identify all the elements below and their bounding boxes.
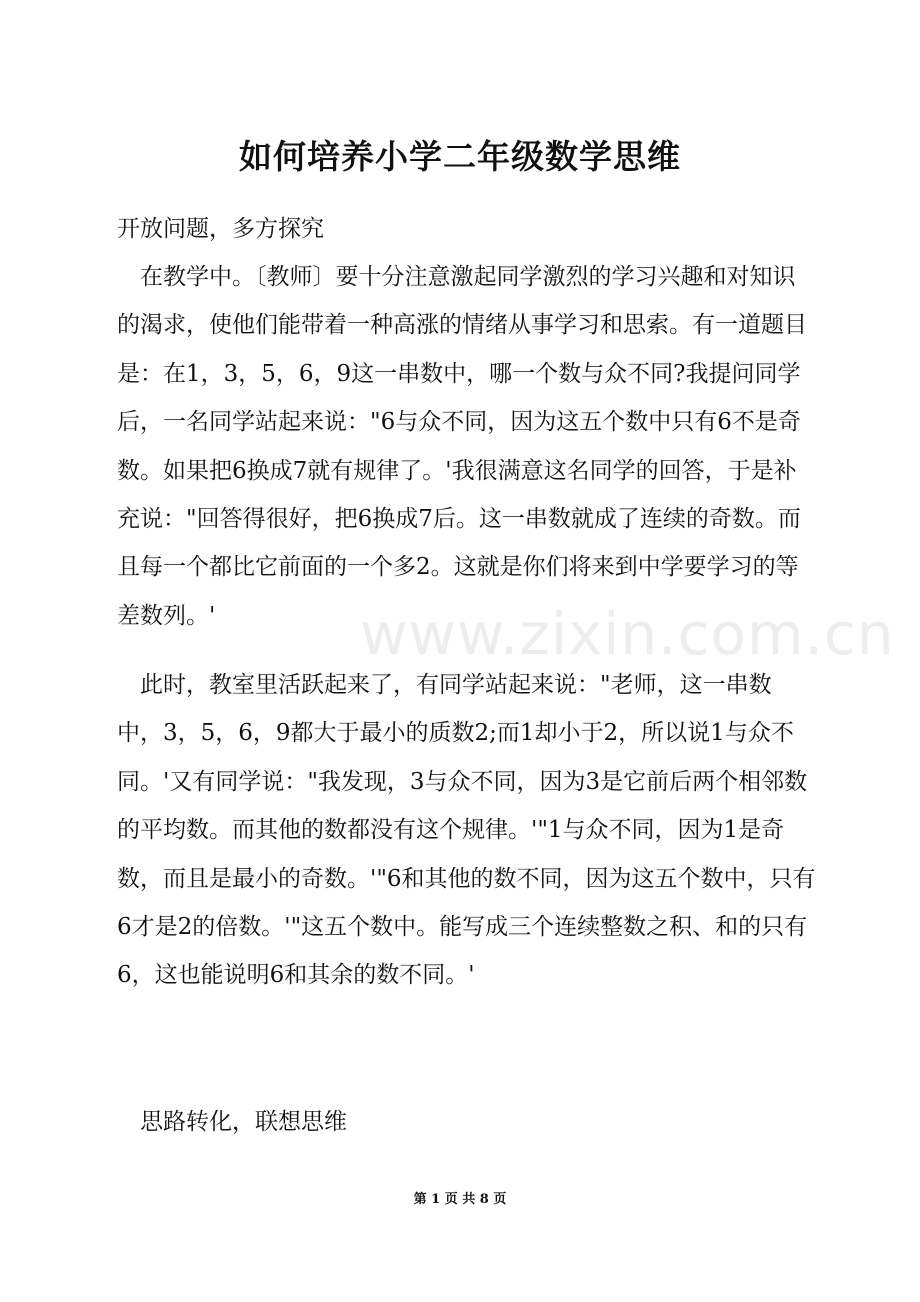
section-heading-1: 开放问题，多方探究 bbox=[117, 216, 324, 242]
paragraph-2: 此时，教室里活跃起来了，有同学站起来说："老师，这一串数中，3，5，6，9都大于最小的质数2;而1却小于2，所以说1与众不同。'又有同学说："我发现，3与众不同，因为3是它前后两个相邻数的平均数。而其他的数都没有这个规律。'"1与众不同，因为1是奇数，而且是最小的奇数。'"6和其他的数不同，因为这五个数中，只有6才是2的倍数。'"这五个数中。能写成三个连续整数之积、和的只有6，这也能说明6和其余的数不同。' bbox=[117, 672, 816, 989]
watermark: www.zixin.com.cn bbox=[360, 600, 895, 668]
section-heading-2: 思路转化，联想思维 bbox=[140, 1109, 347, 1135]
document-title: 如何培养小学二年级数学思维 bbox=[239, 137, 681, 176]
paragraph-1: 在教学中。〔教师〕要十分注意激起同学激烈的学习兴趣和对知识的渴求，使他们能带着一种高涨的情绪从事学习和思索。有一道题目是：在1，3，5，6，9这一串数中，哪一个数与众不同?我提问同学后，一名同学站起来说："6与众不同，因为这五个数中只有6不是奇数。如果把6换成7就有规律了。'我很满意这名同学的回答，于是补充说："回答得很好，把6换成7后。这一串数就成了连续的奇数。而且每一个都比它前面的一个多2。这就是你们将来到中学要学习的等差数列。' bbox=[117, 264, 807, 629]
page-footer: 第 1 页 共 8 页 bbox=[413, 1192, 507, 1207]
